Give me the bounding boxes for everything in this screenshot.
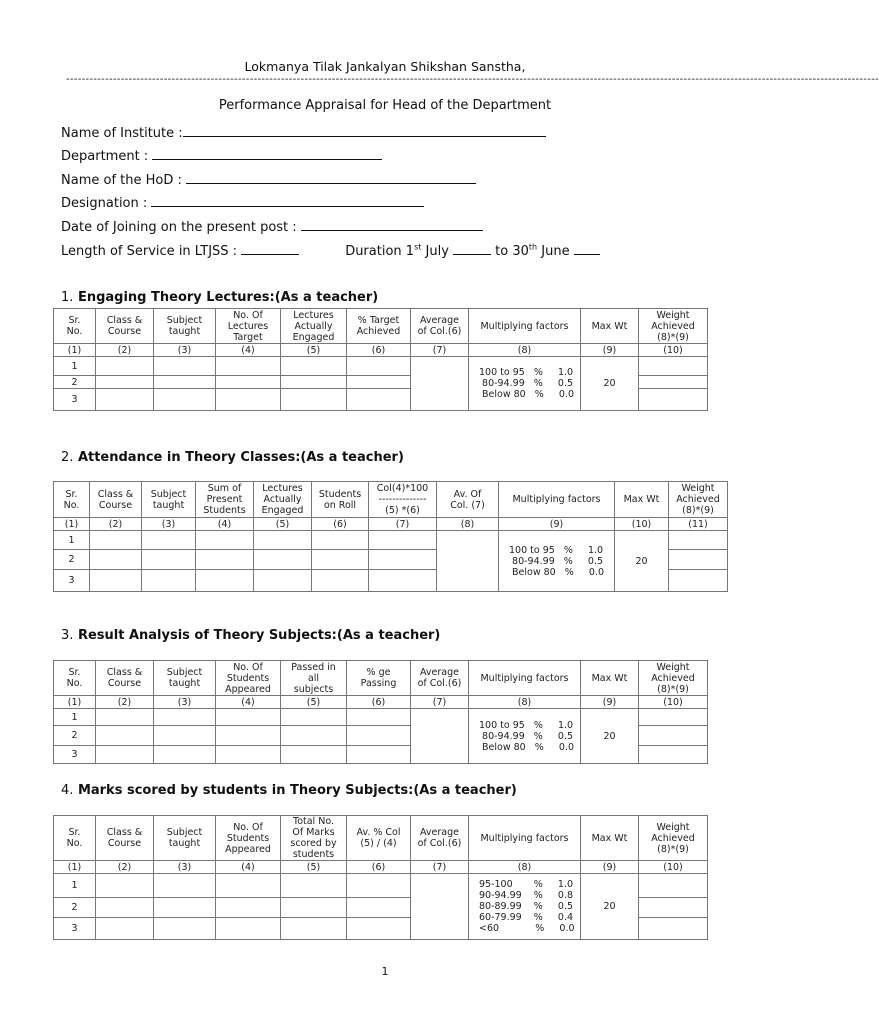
- input-cell[interactable]: [96, 357, 154, 376]
- input-cell[interactable]: [347, 376, 411, 389]
- input-cell[interactable]: [216, 898, 281, 918]
- input-cell[interactable]: [639, 726, 708, 746]
- column-header: Multiplying factors: [469, 309, 581, 344]
- input-cell[interactable]: [90, 570, 142, 592]
- column-number: (9): [499, 518, 615, 531]
- row-number: 1: [54, 874, 96, 898]
- input-cell[interactable]: [347, 357, 411, 376]
- column-header: Sr. No.: [54, 816, 96, 861]
- column-number: (2): [96, 861, 154, 874]
- column-header: Average of Col.(6): [411, 816, 469, 861]
- column-number: (10): [615, 518, 669, 531]
- input-cell[interactable]: [669, 550, 728, 570]
- row-number: 1: [54, 357, 96, 376]
- input-cell[interactable]: [347, 389, 411, 411]
- hod-label: Name of the HoD :: [61, 173, 182, 188]
- column-number: (5): [281, 861, 347, 874]
- column-number: (6): [347, 861, 411, 874]
- column-number: (1): [54, 344, 96, 357]
- input-cell[interactable]: [669, 531, 728, 550]
- doj-field[interactable]: [61, 217, 483, 235]
- column-header: Av. Of Col. (7): [437, 482, 499, 518]
- input-cell[interactable]: [347, 874, 411, 898]
- input-cell[interactable]: [90, 531, 142, 550]
- max-weight: 20: [581, 357, 639, 411]
- column-header: Passed in all subjects: [281, 661, 347, 696]
- column-header: Max Wt: [581, 661, 639, 696]
- input-cell[interactable]: [196, 570, 254, 592]
- input-cell[interactable]: [669, 570, 728, 592]
- row-number: 3: [54, 918, 96, 940]
- column-number: (3): [154, 696, 216, 709]
- multiplying-factors: 100 to 95 % 1.0 80-94.99 % 0.5 Below 80 % 0.0: [469, 357, 581, 411]
- row-number: 2: [54, 376, 96, 389]
- column-number: (6): [347, 344, 411, 357]
- institute-field[interactable]: [61, 123, 546, 141]
- row-number: 3: [54, 570, 90, 592]
- input-cell[interactable]: [154, 389, 216, 411]
- organization-name: Lokmanya Tilak Jankalyan Shikshan Sanstha,: [244, 59, 526, 74]
- service-field[interactable]: Length of Service in LTJSS : Duration 1st July to 30th June: [61, 241, 600, 259]
- table-row: [54, 531, 728, 550]
- column-header: Class & Course: [96, 816, 154, 861]
- column-header: Max Wt: [615, 482, 669, 518]
- section-title: 4. Marks scored by students in Theory Subjects:(As a teacher): [61, 783, 517, 798]
- max-weight: 20: [581, 874, 639, 940]
- input-cell[interactable]: [281, 746, 347, 764]
- max-weight: 20: [615, 531, 669, 592]
- column-number: (7): [411, 344, 469, 357]
- column-header: Weight Achieved (8)*(9): [639, 309, 708, 344]
- column-header: No. Of Students Appeared: [216, 661, 281, 696]
- input-cell[interactable]: [281, 357, 347, 376]
- input-cell[interactable]: [639, 918, 708, 940]
- column-number: (4): [216, 861, 281, 874]
- row-number: 3: [54, 746, 96, 764]
- column-number: (5): [281, 344, 347, 357]
- appraisal-table: [53, 481, 728, 592]
- column-header: Multiplying factors: [469, 816, 581, 861]
- column-number: (1): [54, 518, 90, 531]
- column-header: Sr. No.: [54, 482, 90, 518]
- row-number: 2: [54, 550, 90, 570]
- input-cell[interactable]: [347, 709, 411, 726]
- input-cell[interactable]: [639, 898, 708, 918]
- input-cell[interactable]: [281, 726, 347, 746]
- input-cell[interactable]: [347, 726, 411, 746]
- input-cell[interactable]: [216, 389, 281, 411]
- row-number: 2: [54, 726, 96, 746]
- input-cell[interactable]: [347, 898, 411, 918]
- column-header: Subject taught: [154, 309, 216, 344]
- input-cell[interactable]: [639, 709, 708, 726]
- column-number: (9): [581, 696, 639, 709]
- input-cell[interactable]: [369, 570, 437, 592]
- section-title: 1. Engaging Theory Lectures:(As a teacher): [61, 290, 379, 305]
- input-cell[interactable]: [639, 746, 708, 764]
- input-cell[interactable]: [96, 746, 154, 764]
- duration-label: Duration 1: [345, 244, 415, 259]
- input-cell[interactable]: [154, 874, 216, 898]
- separator-dashes: ----------------------------------------------------------------------------------------------------------------------------------------------------------------------------------------------------------------: [66, 74, 879, 85]
- column-header: Multiplying factors: [469, 661, 581, 696]
- column-number: (9): [581, 344, 639, 357]
- input-cell[interactable]: [281, 376, 347, 389]
- column-header: Lectures Actually Engaged: [281, 309, 347, 344]
- column-number: (5): [281, 696, 347, 709]
- input-cell[interactable]: [216, 746, 281, 764]
- average-cell[interactable]: [411, 874, 469, 940]
- column-header: Average of Col.(6): [411, 309, 469, 344]
- column-header: No. Of Students Appeared: [216, 816, 281, 861]
- section-title: 3. Result Analysis of Theory Subjects:(As a teacher): [61, 628, 441, 643]
- column-number: (1): [54, 696, 96, 709]
- column-number: (4): [216, 696, 281, 709]
- row-number: 3: [54, 389, 96, 411]
- column-header: Multiplying factors: [499, 482, 615, 518]
- column-number: (8): [469, 696, 581, 709]
- column-number: (10): [639, 696, 708, 709]
- input-cell[interactable]: [281, 709, 347, 726]
- column-header: % Target Achieved: [347, 309, 411, 344]
- input-cell[interactable]: [196, 531, 254, 550]
- section-title: 2. Attendance in Theory Classes:(As a teacher): [61, 450, 404, 465]
- column-number: (3): [154, 861, 216, 874]
- input-cell[interactable]: [154, 746, 216, 764]
- appraisal-table: [53, 308, 708, 411]
- input-cell[interactable]: [216, 376, 281, 389]
- doj-label: Date of Joining on the present post :: [61, 220, 297, 235]
- input-cell[interactable]: [216, 918, 281, 940]
- column-header: Max Wt: [581, 309, 639, 344]
- department-field[interactable]: [61, 146, 382, 164]
- row-number: 1: [54, 709, 96, 726]
- input-cell[interactable]: [347, 746, 411, 764]
- column-header: Lectures Actually Engaged: [254, 482, 312, 518]
- row-number: 2: [54, 898, 96, 918]
- service-label: Length of Service in LTJSS :: [61, 244, 238, 259]
- input-cell[interactable]: [216, 357, 281, 376]
- column-number: (10): [639, 861, 708, 874]
- table-row: [54, 874, 708, 898]
- row-number: 1: [54, 531, 90, 550]
- column-number: (4): [216, 344, 281, 357]
- input-cell[interactable]: [96, 709, 154, 726]
- input-cell[interactable]: [312, 550, 369, 570]
- column-header: Weight Achieved (8)*(9): [639, 661, 708, 696]
- max-weight: 20: [581, 709, 639, 764]
- multiplying-factors: 100 to 95 % 1.0 80-94.99 % 0.5 Below 80 % 0.0: [469, 709, 581, 764]
- appraisal-table: [53, 815, 708, 940]
- column-header: No. Of Lectures Target: [216, 309, 281, 344]
- input-cell[interactable]: [254, 550, 312, 570]
- column-header: Av. % Col (5) / (4): [347, 816, 411, 861]
- multiplying-factors: 95-100 % 1.0 90-94.99 % 0.8 80-89.99 % 0.5 60-79.99 % 0.4 <60 % 0.0: [469, 874, 581, 940]
- input-cell[interactable]: [216, 709, 281, 726]
- input-cell[interactable]: [281, 898, 347, 918]
- column-header: Total No. Of Marks scored by students: [281, 816, 347, 861]
- column-number: (8): [469, 861, 581, 874]
- input-cell[interactable]: [154, 898, 216, 918]
- input-cell[interactable]: [154, 376, 216, 389]
- input-cell[interactable]: [154, 726, 216, 746]
- input-cell[interactable]: [254, 570, 312, 592]
- input-cell[interactable]: [96, 389, 154, 411]
- designation-field[interactable]: [61, 193, 424, 211]
- input-cell[interactable]: [639, 357, 708, 376]
- column-number: (2): [96, 696, 154, 709]
- input-cell[interactable]: [142, 550, 196, 570]
- column-number: (6): [312, 518, 369, 531]
- column-header: Class & Course: [96, 661, 154, 696]
- average-cell[interactable]: [411, 709, 469, 764]
- page-number: 1: [381, 965, 389, 978]
- column-number: (2): [96, 344, 154, 357]
- input-cell[interactable]: [142, 570, 196, 592]
- column-number: (8): [469, 344, 581, 357]
- input-cell[interactable]: [216, 874, 281, 898]
- column-number: (7): [411, 696, 469, 709]
- column-header: % ge Passing: [347, 661, 411, 696]
- input-cell[interactable]: [312, 531, 369, 550]
- column-header: Weight Achieved (8)*(9): [669, 482, 728, 518]
- input-cell[interactable]: [281, 918, 347, 940]
- input-cell[interactable]: [96, 376, 154, 389]
- average-cell[interactable]: [411, 357, 469, 411]
- table-row: [54, 709, 708, 726]
- input-cell[interactable]: [154, 357, 216, 376]
- column-header: Max Wt: [581, 816, 639, 861]
- input-cell[interactable]: [154, 709, 216, 726]
- column-number: (3): [142, 518, 196, 531]
- column-header: Class & Course: [90, 482, 142, 518]
- input-cell[interactable]: [281, 874, 347, 898]
- input-cell[interactable]: [96, 898, 154, 918]
- input-cell[interactable]: [96, 874, 154, 898]
- input-cell[interactable]: [369, 531, 437, 550]
- input-cell[interactable]: [639, 389, 708, 411]
- input-cell[interactable]: [281, 389, 347, 411]
- column-header: Weight Achieved (8)*(9): [639, 816, 708, 861]
- table-row: [54, 357, 708, 376]
- column-number: (11): [669, 518, 728, 531]
- input-cell[interactable]: [96, 918, 154, 940]
- column-number: (10): [639, 344, 708, 357]
- input-cell[interactable]: [639, 874, 708, 898]
- hod-field[interactable]: [61, 170, 476, 188]
- column-header: Sr. No.: [54, 661, 96, 696]
- column-header: Sum of Present Students: [196, 482, 254, 518]
- multiplying-factors: 100 to 95 % 1.0 80-94.99 % 0.5 Below 80 % 0.0: [499, 531, 615, 592]
- column-number: (6): [347, 696, 411, 709]
- column-header: Average of Col.(6): [411, 661, 469, 696]
- column-number: (9): [581, 861, 639, 874]
- institute-label: Name of Institute :: [61, 126, 183, 141]
- input-cell[interactable]: [154, 918, 216, 940]
- input-cell[interactable]: [639, 376, 708, 389]
- document-title: Performance Appraisal for Head of the Department: [218, 98, 552, 113]
- designation-label: Designation :: [61, 196, 148, 211]
- column-header: Col(4)*100 -------------- (5) *(6): [369, 482, 437, 518]
- column-number: (5): [254, 518, 312, 531]
- department-label: Department :: [61, 149, 149, 164]
- column-header: Students on Roll: [312, 482, 369, 518]
- column-header: Subject taught: [154, 661, 216, 696]
- column-number: (4): [196, 518, 254, 531]
- appraisal-table: [53, 660, 708, 764]
- column-number: (3): [154, 344, 216, 357]
- column-header: Subject taught: [154, 816, 216, 861]
- input-cell[interactable]: [347, 918, 411, 940]
- input-cell[interactable]: [196, 550, 254, 570]
- column-number: (7): [369, 518, 437, 531]
- input-cell[interactable]: [90, 550, 142, 570]
- column-number: (1): [54, 861, 96, 874]
- average-cell[interactable]: [437, 531, 499, 592]
- input-cell[interactable]: [312, 570, 369, 592]
- column-number: (2): [90, 518, 142, 531]
- input-cell[interactable]: [216, 726, 281, 746]
- column-header: Sr. No.: [54, 309, 96, 344]
- input-cell[interactable]: [369, 550, 437, 570]
- column-header: Class & Course: [96, 309, 154, 344]
- column-number: (7): [411, 861, 469, 874]
- column-header: Subject taught: [142, 482, 196, 518]
- input-cell[interactable]: [142, 531, 196, 550]
- input-cell[interactable]: [96, 726, 154, 746]
- column-number: (8): [437, 518, 499, 531]
- input-cell[interactable]: [254, 531, 312, 550]
